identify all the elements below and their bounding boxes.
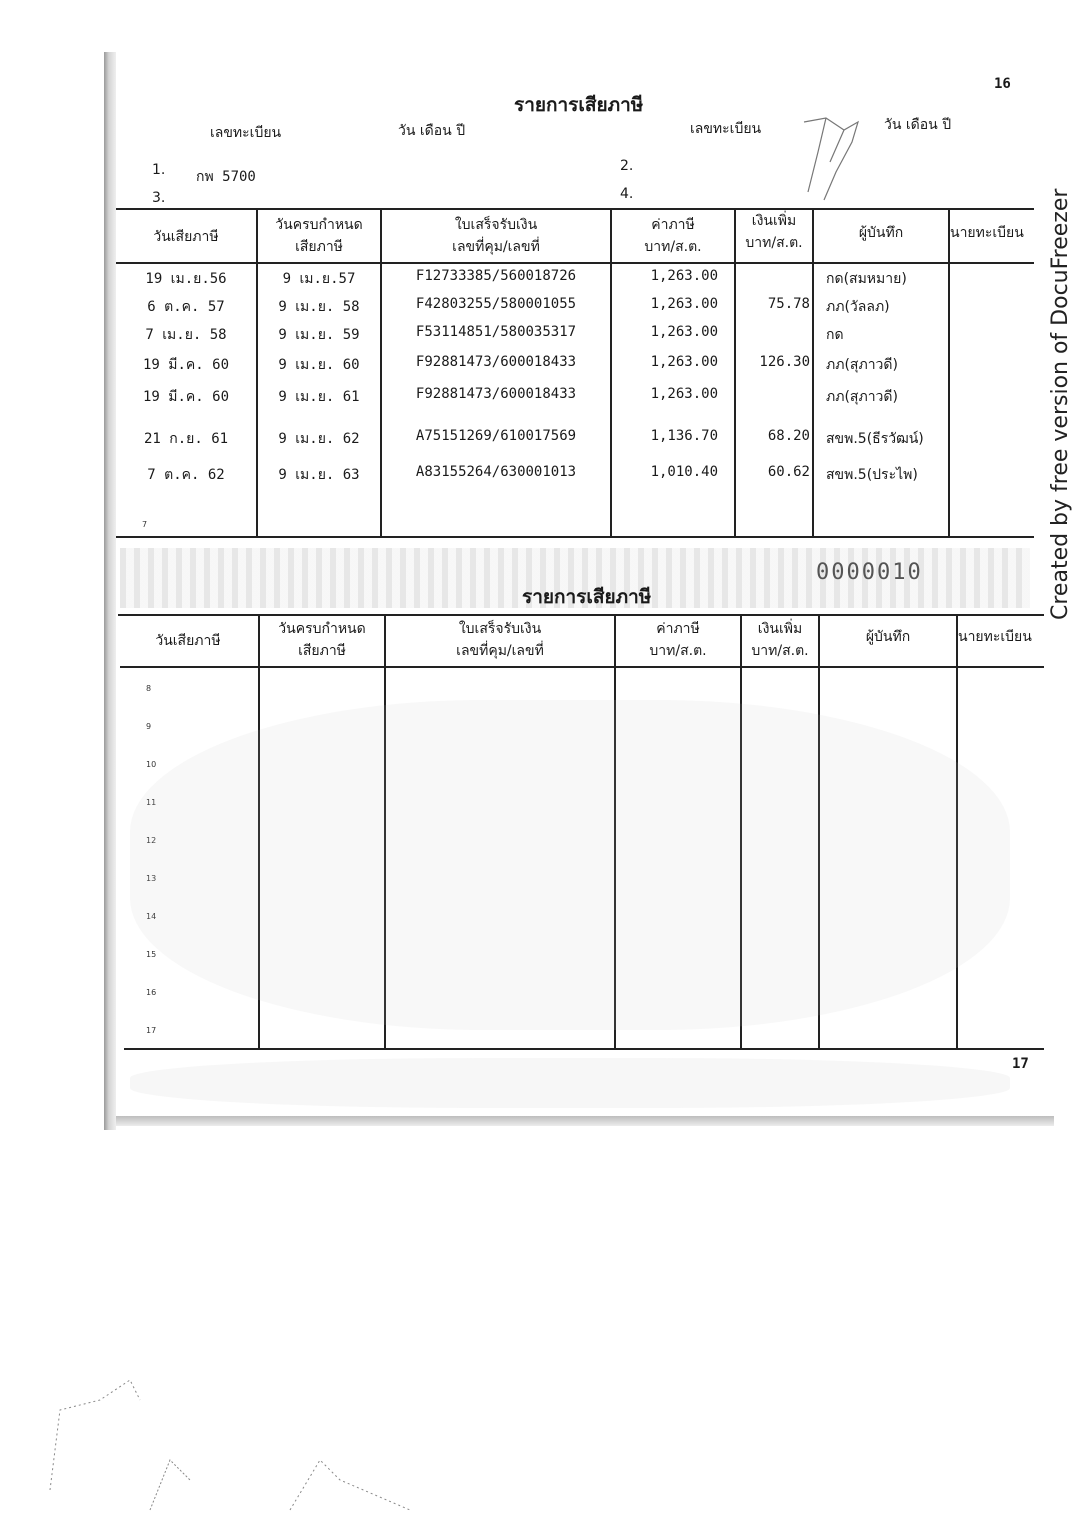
row-number: 16 (146, 988, 157, 997)
cell-recorder: ภภ(สุภาวดี) (826, 357, 898, 373)
cell-receipt-number: F92881473/600018433 (415, 386, 577, 402)
reg-label-2: เลขทะเบียน (690, 121, 762, 137)
cell-tax-amount: 1,263.00 (650, 354, 718, 370)
lower-table-bottom-border (124, 1048, 1044, 1050)
row-number: 9 (146, 722, 152, 731)
header-text: ผู้บันทึก (865, 629, 911, 645)
cell-surcharge: 60.62 (767, 464, 810, 480)
bottom-page-number: 17 (1012, 1056, 1029, 1072)
cell-paid-date: 19 เม.ย.56 (145, 271, 227, 287)
upper-col-header-paid-date (118, 226, 254, 248)
cell-due-date: 9 เม.ย. 59 (278, 327, 360, 343)
cell-paid-date: 7 ต.ค. 62 (147, 467, 225, 483)
lower-col-header-registrar (958, 626, 1044, 648)
header-text: นายทะเบียน (958, 629, 1032, 645)
slot-1-number: 1. (152, 162, 166, 178)
slot-2-number: 2. (620, 158, 634, 174)
cell-recorder: ภภ(สุภาวดี) (826, 389, 898, 405)
slot-1-value: กพ 5700 (196, 169, 256, 185)
cell-recorder: กด(สมหมาย) (826, 271, 907, 287)
cell-surcharge: 68.20 (767, 428, 810, 444)
header-text: เงินเพิ่ม บาท/ส.ต. (751, 621, 809, 659)
header-text: ผู้บันทึก (858, 225, 904, 241)
upper-table-bottom-border (116, 536, 1034, 538)
upper-col-header-receipt (382, 214, 610, 258)
reg-label-1: เลขทะเบียน (210, 125, 282, 141)
upper-col-header-tax (612, 214, 734, 258)
lower-col-header-receipt (386, 618, 614, 662)
cell-due-date: 9 เม.ย.57 (282, 271, 356, 287)
page-number: 16 (994, 76, 1011, 92)
lower-col-header-surcharge (742, 618, 818, 662)
cell-due-date: 9 เม.ย. 62 (278, 431, 360, 447)
upper-col-header-surcharge (736, 210, 812, 254)
upper-col-header-due-date (258, 214, 380, 258)
cell-receipt-number: F53114851/580035317 (415, 324, 577, 340)
row-number: 14 (146, 912, 157, 921)
header-text: วันเสียภาษี (153, 229, 219, 245)
cell-surcharge: 126.30 (759, 354, 810, 370)
row-number: 10 (146, 760, 157, 769)
row-number: 17 (146, 1026, 157, 1035)
cell-tax-amount: 1,263.00 (650, 268, 718, 284)
cell-paid-date: 19 มี.ค. 60 (142, 389, 230, 405)
cell-tax-amount: 1,263.00 (650, 296, 718, 312)
header-text: ค่าภาษี บาท/ส.ต. (644, 217, 702, 255)
slot-3-number: 3. (152, 190, 166, 206)
slot-4-number: 4. (620, 186, 634, 202)
upper-table-top-border (116, 208, 1034, 210)
cell-receipt-number: F42803255/580001055 (415, 296, 577, 312)
cell-due-date: 9 เม.ย. 58 (278, 299, 360, 315)
cell-due-date: 9 เม.ย. 60 (278, 357, 360, 373)
page-left-edge (104, 52, 116, 1130)
cell-due-date: 9 เม.ย. 61 (278, 389, 360, 405)
row-number: 15 (146, 950, 157, 959)
cell-due-date: 9 เม.ย. 63 (278, 467, 360, 483)
date-label-1: วัน เดือน ปี (398, 123, 466, 139)
header-text: นายทะเบียน (950, 225, 1024, 241)
date-label-2: วัน เดือน ปี (884, 117, 952, 133)
cell-paid-date: 7 เม.ย. 58 (145, 327, 227, 343)
lower-table-top-border (118, 614, 1044, 616)
header-text: เงินเพิ่ม บาท/ส.ต. (745, 213, 803, 251)
cell-tax-amount: 1,263.00 (650, 324, 718, 340)
cell-recorder: สขพ.5(ธีรวัฒน์) (826, 431, 924, 447)
header-text: ใบเสร็จรับเงิน เลขที่คุม/เลขที่ (456, 621, 544, 659)
upper-col-divider (812, 208, 814, 538)
lower-title: รายการเสียภาษี (522, 586, 652, 608)
cell-recorder: สขพ.5(ประไพ) (826, 467, 918, 483)
upper-table-header-border (116, 262, 1034, 264)
header-text: ค่าภาษี บาท/ส.ต. (649, 621, 707, 659)
cell-recorder: กด (826, 327, 844, 343)
scan-scribbles (40, 1370, 460, 1520)
row-number: 7 (142, 520, 148, 529)
cell-tax-amount: 1,136.70 (650, 428, 718, 444)
upper-col-divider (734, 208, 736, 538)
hand-drawn-arrow-mark (796, 112, 866, 208)
cell-paid-date: 6 ต.ค. 57 (147, 299, 225, 315)
lower-col-header-due-date (260, 618, 384, 662)
header-text: วันเสียภาษี (155, 633, 221, 649)
cell-paid-date: 19 มี.ค. 60 (142, 357, 230, 373)
cell-receipt-number: A75151269/610017569 (415, 428, 577, 444)
stamp-fragment: 0000010 (816, 560, 923, 585)
lower-col-header-paid-date (120, 630, 256, 652)
scan-noise (130, 700, 1010, 1030)
page-bottom-edge (116, 1116, 1054, 1126)
lower-col-header-tax (616, 618, 740, 662)
cell-paid-date: 21 ก.ย. 61 (143, 431, 229, 447)
cell-receipt-number: F12733385/560018726 (415, 268, 577, 284)
header-text: วันครบกำหนด เสียภาษี (278, 621, 366, 659)
upper-col-header-registrar (950, 222, 1034, 244)
cell-receipt-number: A83155264/630001013 (415, 464, 577, 480)
header-text: วันครบกำหนด เสียภาษี (275, 217, 363, 255)
cell-recorder: ภภ(วัลลภ) (826, 299, 890, 315)
cell-surcharge: 75.78 (767, 296, 810, 312)
cell-receipt-number: F92881473/600018433 (415, 354, 577, 370)
upper-col-header-recorder (814, 222, 948, 244)
row-number: 13 (146, 874, 157, 883)
lower-col-header-recorder (820, 626, 956, 648)
header-text: ใบเสร็จรับเงิน เลขที่คุม/เลขที่ (452, 217, 540, 255)
row-number: 11 (146, 798, 157, 807)
cell-tax-amount: 1,263.00 (650, 386, 718, 402)
row-number: 8 (146, 684, 152, 693)
upper-title: รายการเสียภาษี (514, 94, 644, 116)
cell-tax-amount: 1,010.40 (650, 464, 718, 480)
row-number: 12 (146, 836, 157, 845)
watermark-text: Created by free version of DocuFreezer (1048, 188, 1073, 620)
scan-noise (130, 1058, 1010, 1108)
